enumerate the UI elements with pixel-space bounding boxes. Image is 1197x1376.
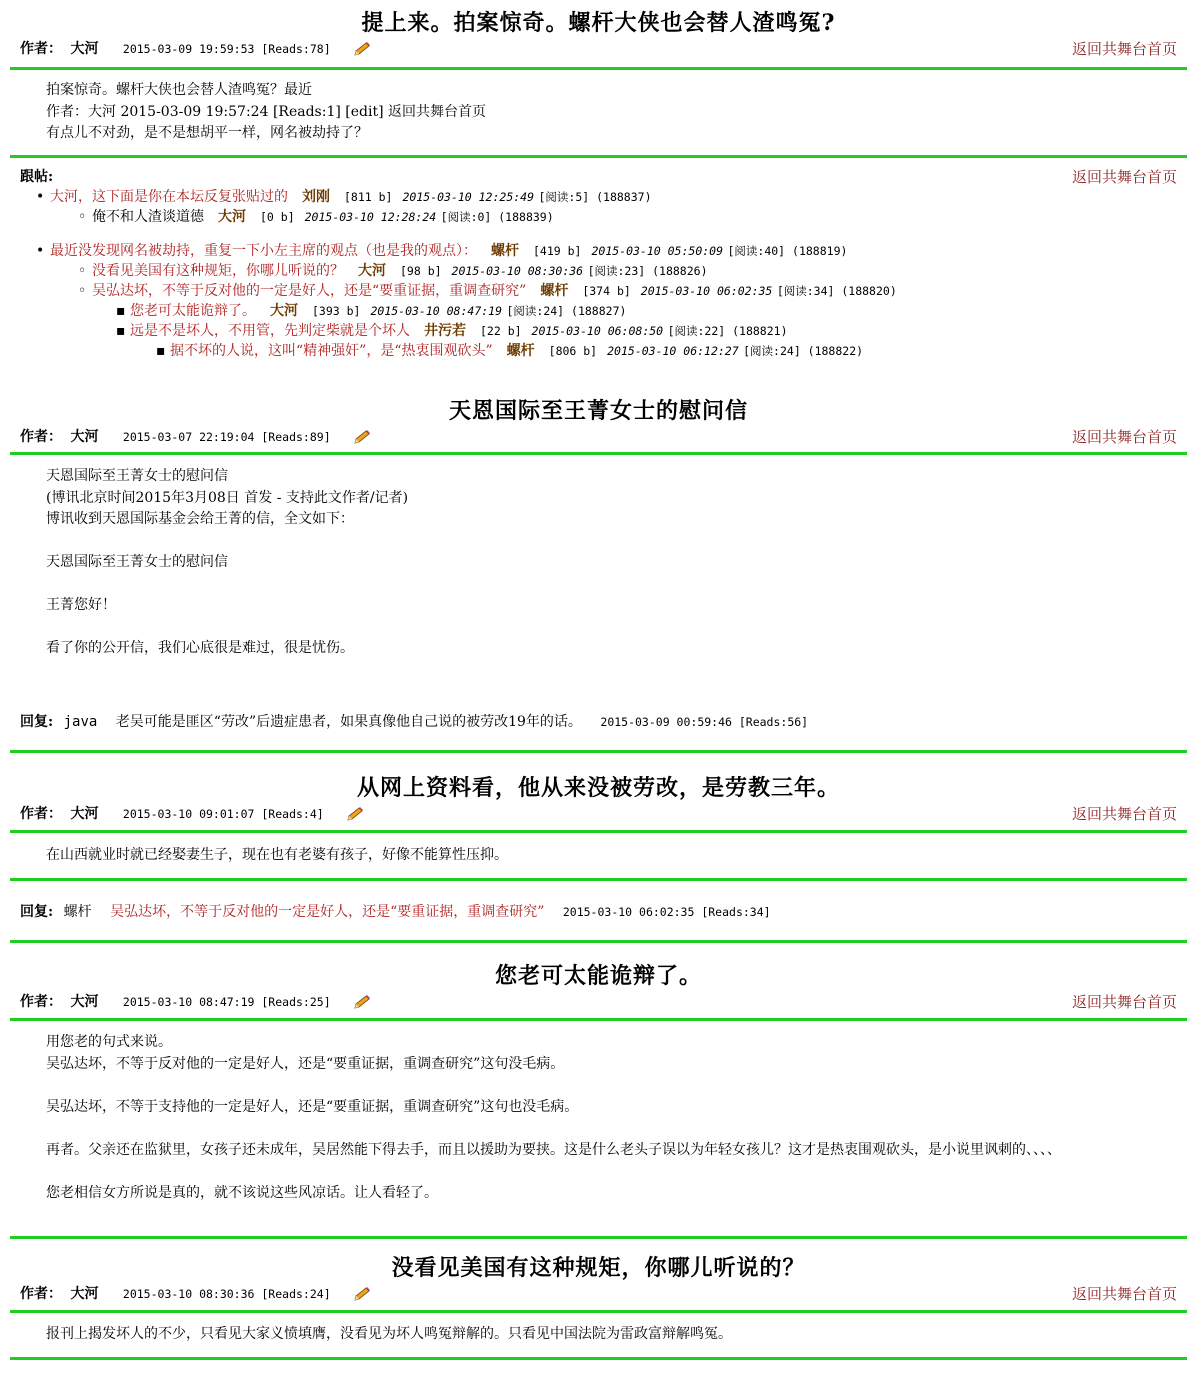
author-label: 作者： [20, 806, 62, 822]
author-link[interactable]: 大河 [70, 41, 99, 57]
back-home-link[interactable]: 返回共舞台首页 [1071, 805, 1177, 823]
tree-item-reads: [阅读:5] (188837) [538, 190, 652, 204]
reply-label: 回复: [20, 904, 54, 920]
author-label: 作者： [20, 994, 62, 1010]
author-link[interactable]: 大河 [70, 806, 99, 822]
post-title: 您老可太能诡辩了。 [494, 963, 702, 989]
post-2 [0, 396, 1197, 448]
bullet-icon: ◦ [78, 263, 87, 279]
tree-item-author[interactable]: 螺杆 [491, 243, 519, 259]
tree-item-title[interactable]: 最近没发现网名被劫持，重复一下小左主席的观点（也是我的观点）： [50, 243, 477, 259]
tree-item-size: [393 b] [312, 304, 361, 318]
post-timestamp: 2015-03-10 09:01:07 [Reads:4] [122, 807, 324, 821]
divider [10, 1310, 1187, 1313]
post-meta [0, 991, 1197, 1013]
author-label: 作者： [20, 1286, 62, 1302]
tree-item-author[interactable]: 井污若 [424, 323, 466, 339]
divider [10, 1018, 1187, 1021]
divider [10, 878, 1187, 881]
tree-item-reads: [阅读:34] (188820) [776, 284, 897, 298]
tree-item-time: 2015-03-10 12:25:49 [402, 190, 535, 204]
replies-header [0, 167, 1197, 187]
post-timestamp: 2015-03-07 22:19:04 [Reads:89] [122, 430, 331, 444]
post-meta [0, 38, 1197, 60]
tree-item-author[interactable]: 大河 [218, 209, 246, 225]
author-label: 作者： [20, 429, 62, 445]
tree-item-author[interactable]: 螺杆 [540, 283, 569, 299]
post-1-body [46, 80, 486, 145]
tree-item-author[interactable]: 刘刚 [302, 189, 330, 205]
reply-author[interactable]: 螺杆 [63, 904, 92, 920]
back-home-link[interactable]: 返回共舞台首页 [1071, 993, 1177, 1011]
post-3 [0, 773, 1197, 825]
pencil-icon[interactable] [353, 1286, 371, 1302]
tree-item-size: [98 b] [400, 264, 442, 278]
tree-item-time: 2015-03-10 08:30:36 [451, 264, 584, 278]
post-title: 从网上资料看，他从来没被劳改，是劳教三年。 [356, 775, 840, 801]
tree-item-time: 2015-03-10 06:12:27 [607, 344, 739, 358]
replies-label: 跟帖: [20, 169, 54, 185]
tree-item-size: [374 b] [582, 284, 631, 298]
divider [10, 940, 1187, 943]
divider [10, 67, 1187, 70]
tree-item-title[interactable]: 吴弘达坏，不等于反对他的一定是好人，还是“要重证据，重调查研究” [92, 283, 527, 299]
divider [10, 155, 1187, 158]
tree-spacer [0, 227, 1197, 241]
pencil-icon[interactable] [346, 806, 364, 822]
tree-item [0, 281, 1197, 301]
tree-item-title[interactable]: 远是不是坏人，不用管，先判定柴就是个坏人 [130, 323, 410, 339]
post-timestamp: 2015-03-09 19:59:53 [Reads:78] [122, 42, 331, 56]
bullet-icon: ▪ [116, 303, 126, 319]
tree-item [0, 187, 1197, 207]
back-home-link[interactable]: 返回共舞台首页 [1071, 40, 1177, 58]
author-link[interactable]: 大河 [70, 429, 99, 445]
tree-item-time: 2015-03-10 08:47:19 [370, 304, 503, 318]
tree-item-reads: [阅读:40] (188819) [727, 244, 848, 258]
tree-item-author[interactable]: 大河 [358, 263, 386, 279]
tree-item-size: [0 b] [260, 210, 295, 224]
reply-title[interactable]: 吴弘达坏，不等于反对他的一定是好人，还是“要重证据，重调查研究” [110, 904, 545, 920]
post-timestamp: 2015-03-10 08:30:36 [Reads:24] [122, 1287, 331, 1301]
post-4 [0, 961, 1197, 1013]
tree-item-title[interactable]: 大河，这下面是你在本坛反复张贴过的 [50, 189, 288, 205]
post-body: 用您老的句式来说。 吴弘达坏，不等于反对他的一定是好人，还是“要重证据，重调查研究”这句没毛病。 吴弘达坏，不等于支持他的一定是好人，还是“要重证据，重调查研究”这句也没毛病。 再者。父亲还在监狱里，女孩子还未成年，吴居然能下得去手，而且以援助为要挟。这是什么老头子误以为年轻女孩儿？这才是热衷围观砍头，是小说里讽刺的、、、、 您老相信女方所说是真的，就不该说这些风凉话。让人看轻了。 [46, 1034, 1061, 1201]
bullet-icon: • [36, 189, 45, 205]
reply-title[interactable]: 老吴可能是匪区“劳改”后遗症患者，如果真像他自己说的被劳改19年的话。 [115, 714, 582, 730]
post-body: 在山西就业时就已经娶妻生子，现在也有老婆有孩子，好像不能算性压抑。 [46, 847, 508, 863]
divider [10, 750, 1187, 753]
tree-item-title[interactable]: 俺不和人渣谈道德 [92, 209, 204, 225]
divider [10, 452, 1187, 455]
tree-item-time: 2015-03-10 12:28:24 [304, 210, 437, 224]
reply-author[interactable]: java [63, 714, 98, 730]
tree-item-reads: [阅读:0] (188839) [440, 210, 554, 224]
body-line: 作者：大河 2015-03-09 19:57:24 [Reads:1] [edit] 返回共舞台首页 [46, 103, 486, 120]
post-meta [0, 803, 1197, 825]
back-home-link[interactable]: 返回共舞台首页 [1071, 168, 1177, 186]
tree-item-title[interactable]: 据不坏的人说，这叫“精神强奸”，是“热衷围观砍头” [170, 343, 493, 359]
bullet-icon: ◦ [78, 209, 87, 225]
post-body: 报刊上揭发坏人的不少，只看见大家义愤填膺，没看见为坏人鸣冤辩解的。只看见中国法院为雷政富辩解鸣冤。 [46, 1326, 732, 1342]
post-meta [0, 1283, 1197, 1305]
back-home-link[interactable]: 返回共舞台首页 [1071, 1285, 1177, 1303]
reply-tree [0, 187, 1197, 361]
body-line: 有点儿不对劲，是不是想胡平一样，网名被劫持了？ [46, 125, 368, 141]
reply-line [0, 711, 808, 733]
tree-item [0, 321, 1197, 341]
tree-item-time: 2015-03-10 06:08:50 [531, 324, 664, 338]
tree-item-reads: [阅读:24] (188827) [506, 304, 627, 318]
bullet-icon: ▪ [116, 323, 126, 339]
reply-line [0, 901, 771, 923]
post-body: 天恩国际至王菁女士的慰问信 (博讯北京时间2015年3月08日 首发 - 支持此文作者/记者) 博讯收到天恩国际基金会给王菁的信，全文如下： 天恩国际至王菁女士的慰问信 王菁您好！ 看了你的公开信，我们心底很是难过，很是忧伤。 [46, 468, 409, 656]
tree-item-reads: [阅读:23] (188826) [587, 264, 708, 278]
tree-item-title[interactable]: 没看见美国有这种规矩，你哪儿听说的？ [92, 263, 344, 279]
author-link[interactable]: 大河 [70, 1286, 99, 1302]
tree-item-time: 2015-03-10 05:50:09 [591, 244, 724, 258]
post-timestamp: 2015-03-10 08:47:19 [Reads:25] [122, 995, 331, 1009]
pencil-icon[interactable] [353, 994, 371, 1010]
bullet-icon: ▪ [156, 343, 166, 359]
bullet-icon: ◦ [78, 283, 87, 299]
tree-item-size: [806 b] [548, 344, 598, 358]
tree-item [0, 207, 1197, 227]
tree-item [0, 301, 1197, 321]
post-1 [0, 8, 1197, 60]
post-meta [0, 426, 1197, 448]
tree-item [0, 341, 1197, 361]
divider [10, 1357, 1187, 1360]
reply-label: 回复: [20, 714, 54, 730]
tree-item [0, 261, 1197, 281]
divider [10, 830, 1187, 833]
bullet-icon: • [36, 243, 45, 259]
tree-item-title[interactable]: 您老可太能诡辩了。 [130, 303, 256, 319]
tree-item-reads: [阅读:22] (188821) [667, 324, 788, 338]
reply-timestamp: 2015-03-09 00:59:46 [Reads:56] [600, 715, 809, 729]
tree-item-size: [419 b] [533, 244, 582, 258]
tree-item-time: 2015-03-10 06:02:35 [640, 284, 773, 298]
replies-section [0, 167, 1197, 361]
tree-item-author[interactable]: 大河 [270, 303, 298, 319]
body-line: 拍案惊奇。螺杆大侠也会替人渣鸣冤？最近 [46, 82, 312, 98]
author-label: 作者： [20, 41, 62, 57]
tree-item-author[interactable]: 螺杆 [506, 343, 535, 359]
author-link[interactable]: 大河 [70, 994, 99, 1010]
tree-item-size: [811 b] [344, 190, 393, 204]
tree-item-reads: [阅读:24] (188822) [743, 344, 864, 358]
divider [10, 1236, 1187, 1239]
tree-item [0, 241, 1197, 261]
reply-timestamp: 2015-03-10 06:02:35 [Reads:34] [562, 905, 771, 919]
page-title: 提上来。拍案惊奇。螺杆大侠也会替人渣鸣冤? [361, 10, 836, 36]
back-home-link[interactable]: 返回共舞台首页 [1071, 428, 1177, 446]
post-5 [0, 1253, 1197, 1305]
post-title: 天恩国际至王菁女士的慰问信 [448, 398, 748, 424]
pencil-icon[interactable] [353, 429, 371, 445]
post-title: 没看见美国有这种规矩，你哪儿听说的？ [391, 1255, 806, 1281]
tree-item-size: [22 b] [480, 324, 522, 338]
pencil-icon[interactable] [353, 41, 371, 57]
